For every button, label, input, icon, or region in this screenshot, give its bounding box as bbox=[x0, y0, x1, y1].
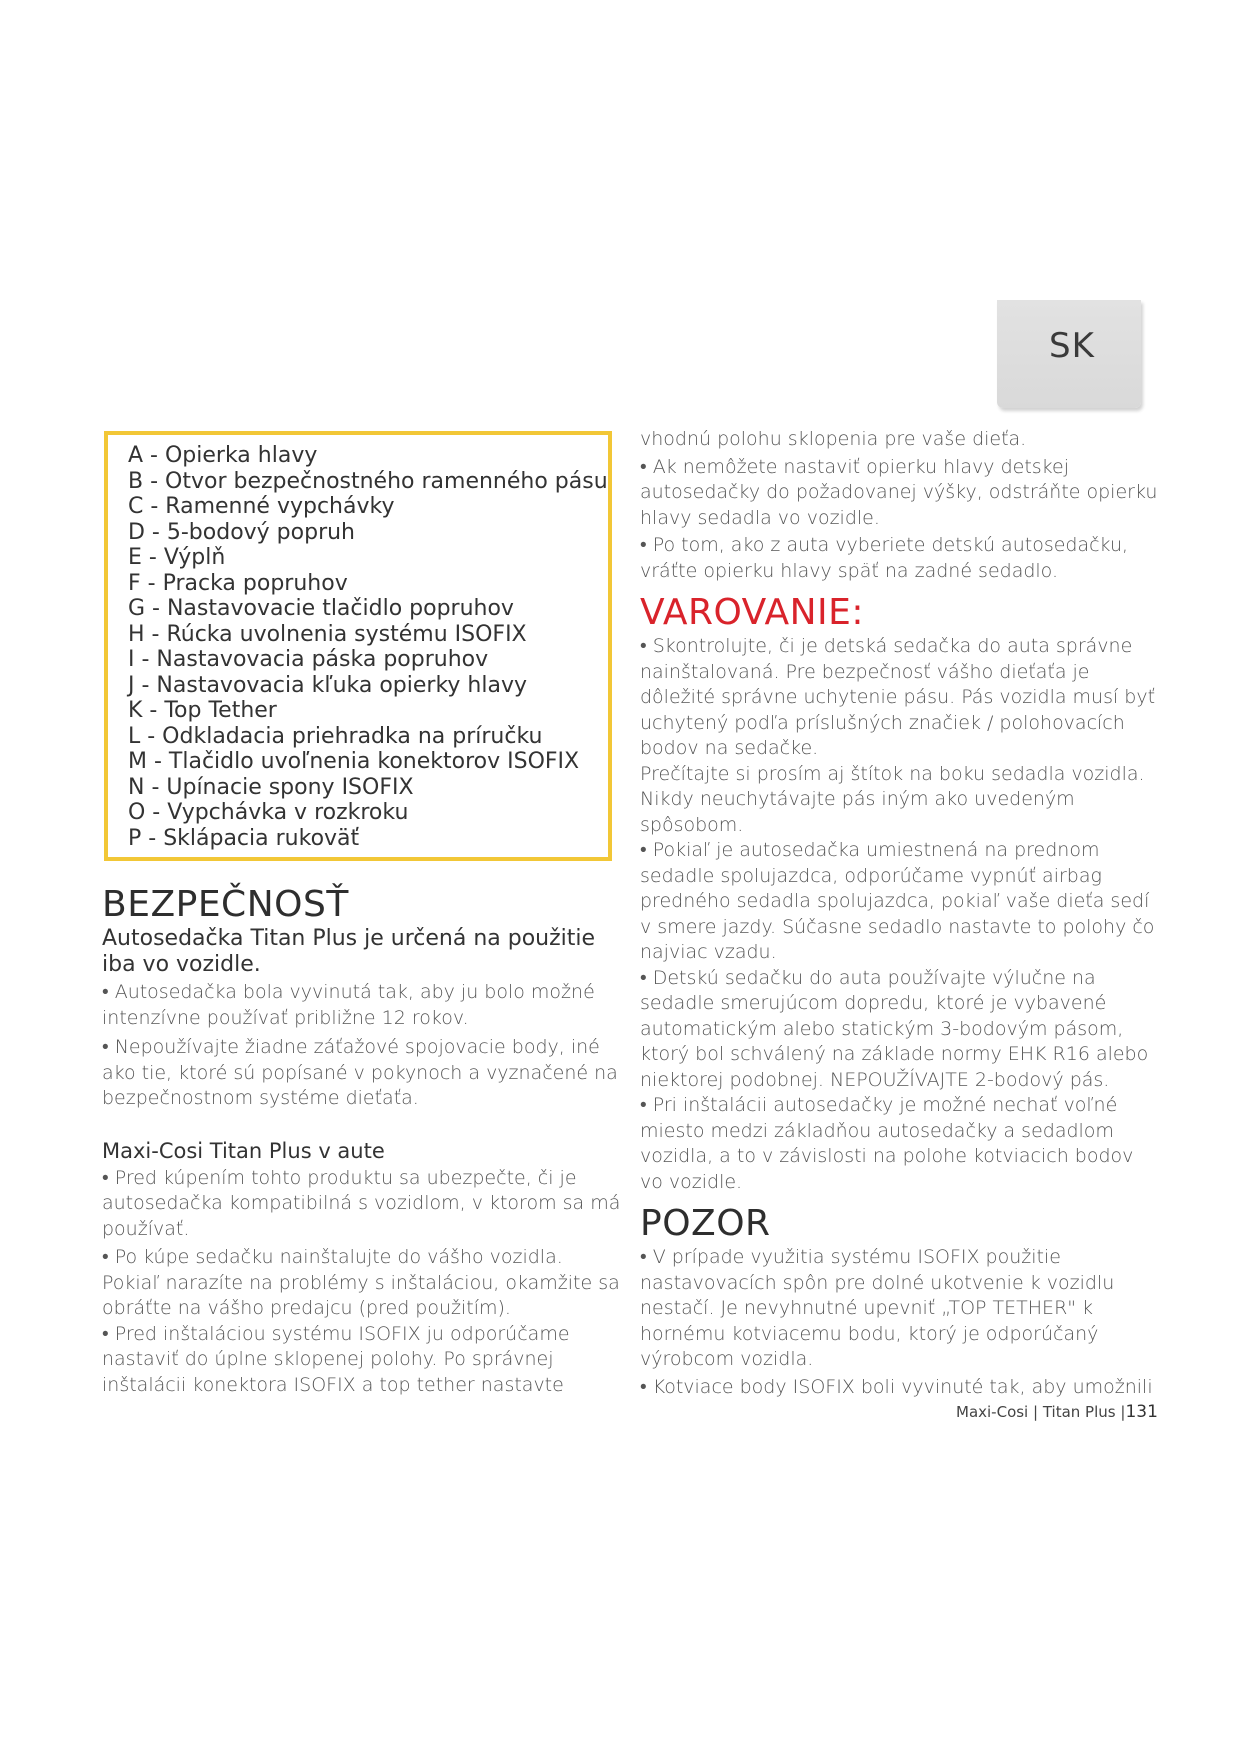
parts-list-item: E - Výplň bbox=[128, 545, 226, 570]
footer-brand: Maxi-Cosi bbox=[956, 1403, 1029, 1421]
paragraph: • V prípade využitia systému ISOFIX použitie nastavovacích spôn pre dolné ukotvenie k vozidlu nestačí. Je nevyhnutné upevniť „TOP TETHER" k hornému kotviacemu bodu, ktorý je odporúčaný výrobcom vozidla. bbox=[640, 1246, 1115, 1370]
paragraph: • Pokiaľ je autosedačka umiestnená na prednom sedadle spolujazdca, odporúčame vypnúť airbag predného sedadla spolujazdca, pokiaľ vaše dieťa sedí v smere jazdy. Súčasne sedadlo nastavte to polohy čo najviac vzadu. bbox=[640, 839, 1155, 963]
paragraph: Prečítajte si prosím aj štítok na boku sedadla vozidla. Nikdy neuchytávajte pás iným ako uvedeným spôsobom. bbox=[640, 762, 1145, 836]
footer-separator: | bbox=[1120, 1403, 1126, 1421]
paragraph: • Pred inštaláciou systému ISOFIX ju odporúčame nastaviť do úplne sklopenej polohy. Po správnej inštalácii konektora ISOFIX a top tether nastavte bbox=[102, 1322, 570, 1396]
parts-legend-box bbox=[104, 431, 612, 861]
parts-list-item: A - Opierka hlavy bbox=[128, 443, 318, 468]
page-number: 131 bbox=[1125, 1402, 1158, 1422]
paragraph: • Autosedačka bola vyvinutá tak, aby ju bolo možné intenzívne používať približne 12 rokov. bbox=[102, 981, 595, 1029]
safety-heading: BEZPEČNOSŤ bbox=[102, 884, 349, 925]
paragraph: • Po tom, ako z auta vyberiete detskú autosedačku, vráťte opierku hlavy späť na zadné sedadlo. bbox=[640, 534, 1129, 582]
paragraph: • Detskú sedačku do auta používajte výlučne na sedadle smerujúcom dopredu, ktoré je vybavené automatickým alebo statickým 3-bodovým pásom, ktorý bol schválený na základe normy EHK R16 alebo niektorej podobnej. NEPOUŽÍVAJTE 2-bodový pás. bbox=[640, 966, 1149, 1091]
page-footer bbox=[956, 1402, 1158, 1422]
parts-list-item: I - Nastavovacia páska popruhov bbox=[128, 647, 489, 672]
parts-list-item: P - Sklápacia rukoväť bbox=[128, 825, 360, 851]
parts-list-item: K - Top Tether bbox=[128, 698, 277, 723]
paragraph: • Pred kúpením tohto produktu sa ubezpečte, či je autosedačka kompatibilná s vozidlom, v ktorom sa má používať. bbox=[102, 1166, 621, 1240]
parts-list-item: F - Pracka popruhov bbox=[128, 570, 348, 596]
paragraph: • Pri inštalácii autosedačky je možné nechať voľné miesto medzi základňou autosedačky a sedadlom vozidla, a to v závislosti na polohe kotviacich bodov vo vozidle. bbox=[640, 1094, 1134, 1193]
parts-list-item: B - Otvor bezpečnostného ramenného pásu bbox=[128, 468, 608, 494]
parts-list-item: H - Rúcka uvolnenia systému ISOFIX bbox=[128, 621, 527, 647]
paragraph: • Nepoužívajte žiadne záťažové spojovacie body, iné ako tie, ktoré sú popísané v pokynoch a vyznačené na bezpečnostnom systéme dieťaťa. bbox=[102, 1036, 618, 1109]
caution-heading: POZOR bbox=[640, 1203, 771, 1244]
safety-lead: Autosedačka Titan Plus je určená na použitie iba vo vozidle. bbox=[102, 926, 596, 977]
paragraph: vhodnú polohu sklopenia pre vaše dieťa. bbox=[640, 428, 1027, 450]
paragraph: • Kotviace body ISOFIX boli vyvinuté tak, aby umožnili bbox=[640, 1375, 1153, 1398]
parts-list-item: M - Tlačidlo uvoľnenia konektorov ISOFIX bbox=[128, 749, 580, 774]
parts-list-item: C - Ramenné vypchávky bbox=[128, 494, 395, 519]
parts-list-item: L - Odkladacia priehradka na príručku bbox=[128, 723, 543, 749]
subheading-in-car: Maxi-Cosi Titan Plus v aute bbox=[102, 1138, 385, 1163]
parts-list-item: D - 5-bodový popruh bbox=[128, 519, 356, 545]
language-code: SK bbox=[1049, 326, 1095, 366]
paragraph: • Ak nemôžete nastaviť opierku hlavy detskej autosedačky do požadovanej výšky, odstráňte opierku hlavy sedadla vo vozidle. bbox=[640, 455, 1158, 529]
footer-product: Titan Plus bbox=[1042, 1403, 1116, 1421]
warning-heading: VAROVANIE: bbox=[640, 592, 865, 633]
parts-list-item: N - Upínacie spony ISOFIX bbox=[128, 774, 414, 800]
parts-list-item: G - Nastavovacie tlačidlo popruhov bbox=[128, 596, 514, 621]
parts-list-item: J - Nastavovacia kľuka opierky hlavy bbox=[128, 672, 528, 698]
paragraph: • Skontrolujte, či je detská sedačka do auta správne nainštalovaná. Pre bezpečnosť vášho dieťaťa je dôležité správne uchytenie pásu. Pás vozidla musí byť uchytený podľa príslušných značiek / polohovacích bodov na sedačke. bbox=[640, 635, 1156, 759]
parts-list bbox=[108, 435, 608, 851]
parts-list-item: O - Vypchávka v rozkroku bbox=[128, 800, 409, 825]
footer-separator: | bbox=[1033, 1403, 1043, 1421]
paragraph: • Po kúpe sedačku nainštalujte do vášho vozidla. Pokiaľ narazíte na problémy s inštaláciou, okamžite sa obráťte na vášho predajcu (pred použitím). bbox=[102, 1246, 620, 1319]
left-column bbox=[102, 884, 622, 1398]
right-column bbox=[640, 427, 1160, 1400]
language-tab bbox=[997, 300, 1141, 408]
